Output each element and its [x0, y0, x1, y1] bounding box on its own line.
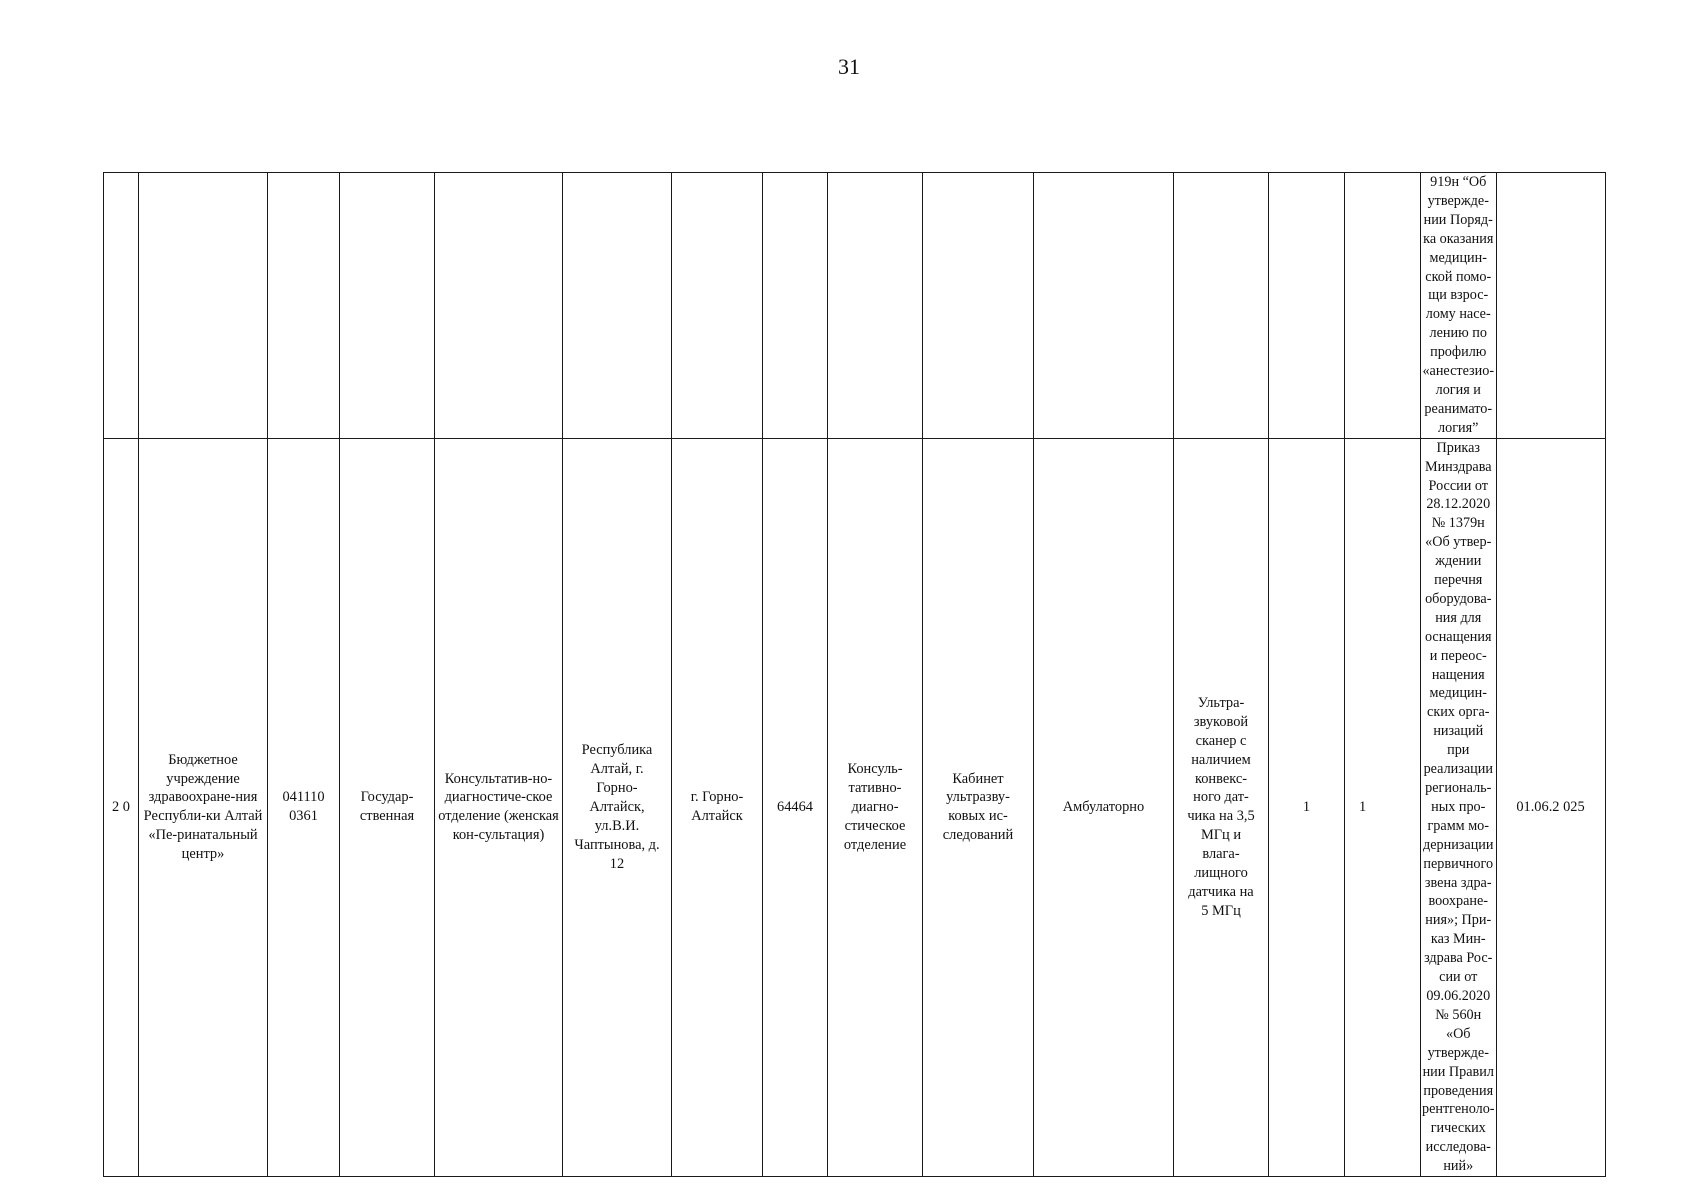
cell-room	[923, 173, 1034, 439]
cell-city	[672, 173, 763, 439]
cell-quantity-a	[1269, 173, 1345, 439]
cell-care-form	[1034, 173, 1174, 439]
cell-number	[104, 173, 139, 439]
cell-unit: Консуль-тативно-диагно-стическое отделение	[828, 438, 923, 1176]
cell-unit	[828, 173, 923, 439]
cell-organization	[139, 173, 268, 439]
cell-care-form: Амбулаторно	[1034, 438, 1174, 1176]
table-row	[104, 173, 1683, 439]
cell-quantity-a: 1	[1269, 438, 1345, 1176]
cell-department: Консультатив-но-диагностиче-ское отделение (женская кон-сультация)	[435, 438, 563, 1176]
registry-table	[103, 172, 1683, 1177]
cell-regulation: 919н “Об утвержде-нии Поряд-ка оказания медицин-ской помо-щи взрос-лому насе-лению по профилю «анестезио-логия и реанимато-логия”	[1421, 173, 1497, 439]
cell-quantity-b: 1	[1345, 438, 1421, 1176]
cell-organization: Бюджетное учреждение здравоохране-ния Республи-ки Алтай «Пе-ринатальный центр»	[139, 438, 268, 1176]
cell-quantity-b	[1345, 173, 1421, 439]
cell-department	[435, 173, 563, 439]
table-row	[104, 438, 1683, 1176]
cell-address: Республика Алтай, г. Горно-Алтайск, ул.В.И. Чаптынова, д. 12	[563, 438, 672, 1176]
cell-regulation: Приказ Минздрава России от 28.12.2020 № 1379н «Об утвер-ждении перечня оборудова-ния для оснащения и переос-нащения медицин-ских орга-низаций при реализации региональ-ных про-грамм мо-дернизации первичного звена здра-воохране-ния»; При-каз Мин-здрава Рос-сии от 09.06.2020 № 560н «Об утвержде-нии Правил проведения рентгеноло-гических исследова-ний»	[1421, 438, 1497, 1176]
cell-code	[268, 173, 340, 439]
cell-code: 041110 0361	[268, 438, 340, 1176]
cell-oktmo	[763, 173, 828, 439]
cell-ownership	[340, 173, 435, 439]
cell-address	[563, 173, 672, 439]
cell-equipment: Ультра-звуковой сканер с наличием конвекс-ного дат-чика на 3,5 МГц и влага-лищного датчика на 5 МГц	[1174, 438, 1269, 1176]
cell-date	[1496, 173, 1605, 439]
cell-equipment	[1174, 173, 1269, 439]
page-number: 31	[838, 54, 860, 79]
cell-room: Кабинет ультразву-ковых ис-следований	[923, 438, 1034, 1176]
cell-ownership: Государ-ственная	[340, 438, 435, 1176]
cell-oktmo: 64464	[763, 438, 828, 1176]
cell-date: 01.06.2 025	[1496, 438, 1605, 1176]
cell-city: г. Горно-Алтайск	[672, 438, 763, 1176]
cell-number: 2 0	[104, 438, 139, 1176]
